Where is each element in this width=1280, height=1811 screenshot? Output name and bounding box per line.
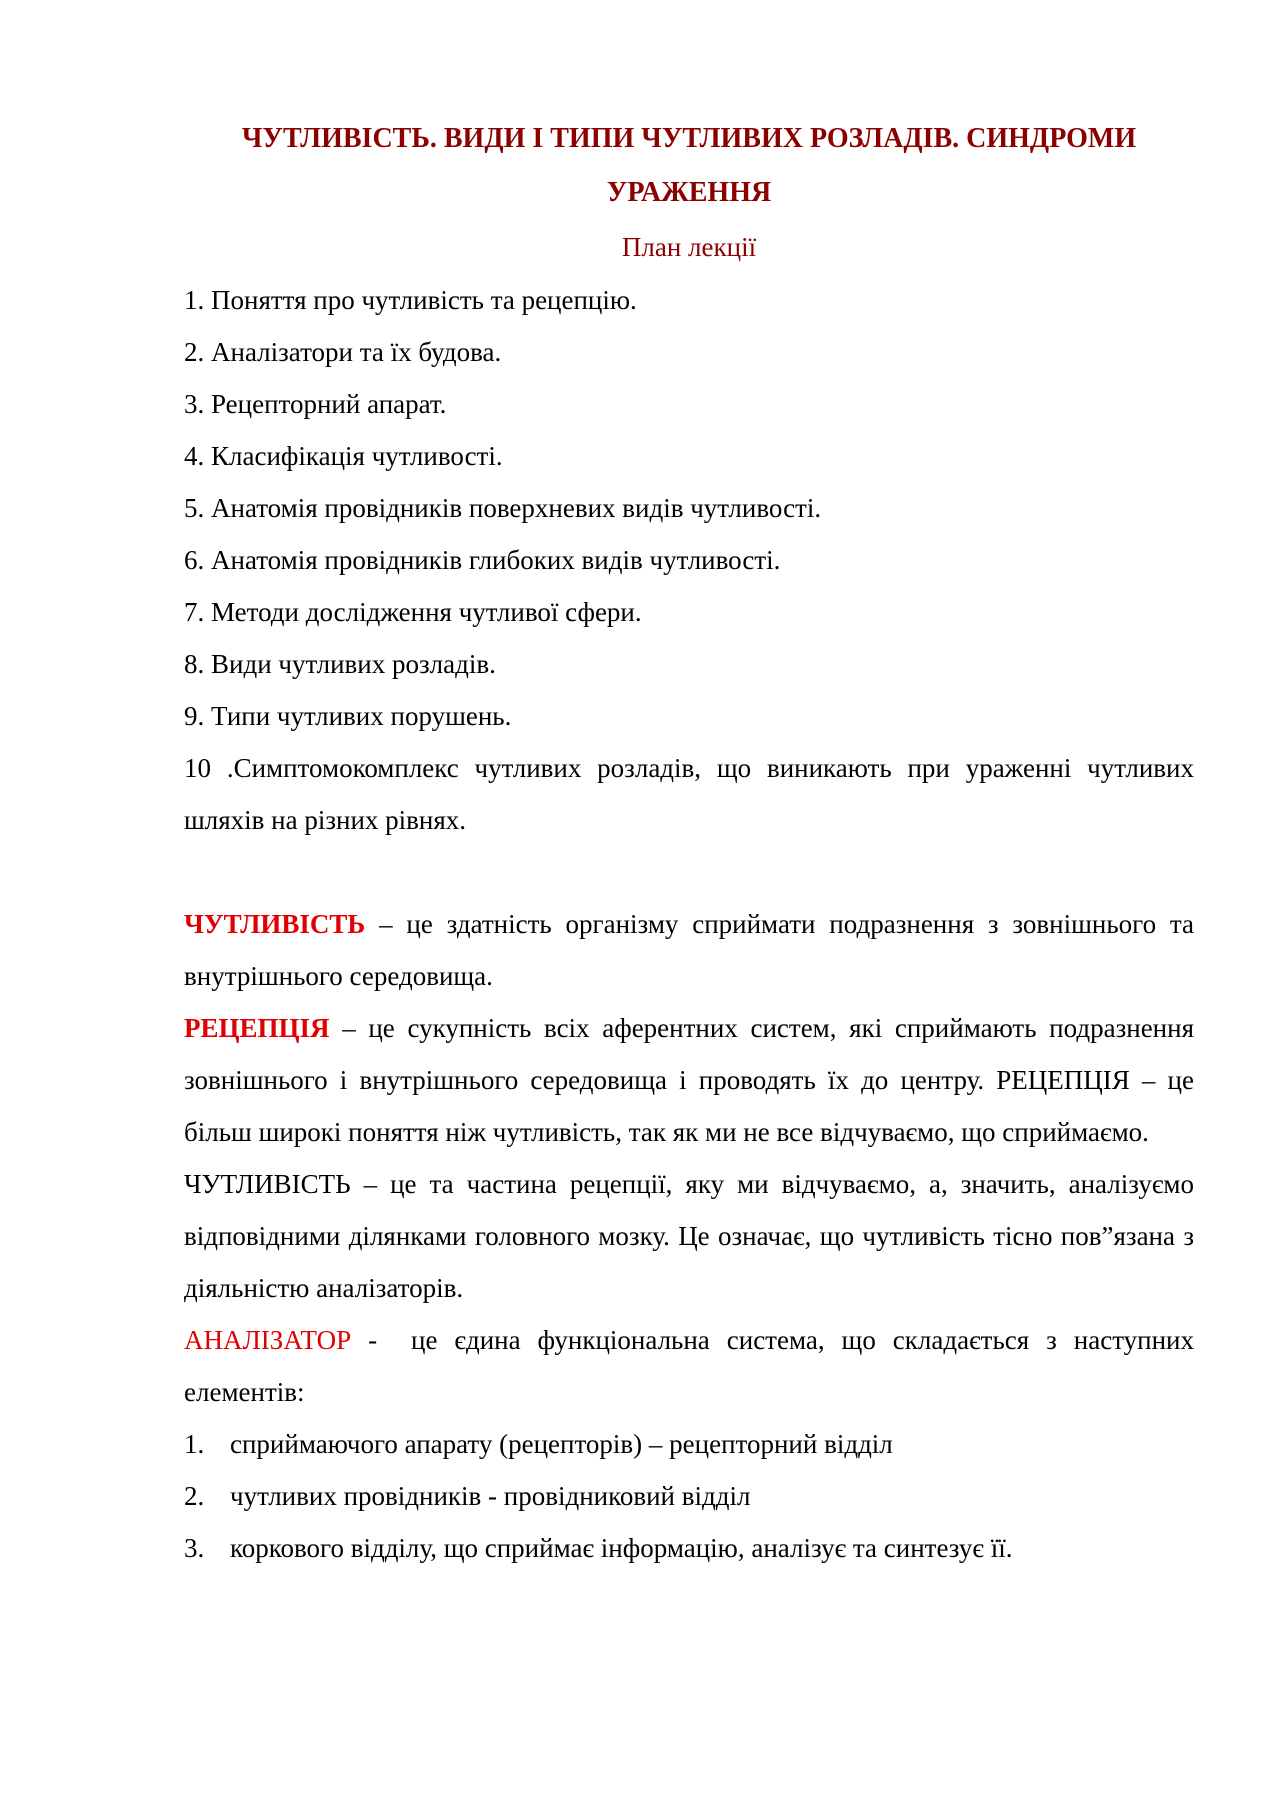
list-item [184,1418,1194,1470]
list-item [184,1522,1194,1574]
analyzer-term: АНАЛІЗАТОР [184,1325,352,1355]
sensitivity-text: – це здатність організму сприймати подразнення з зовнішнього та внутрішнього середовища. [184,909,1194,991]
lecture-plan-list [184,274,1194,846]
plan-item: 2. Аналізатори та їх будова. [184,337,502,367]
list-item-text: сприймаючого апарату (рецепторів) – рецепторний відділ [230,1429,893,1459]
analyzer-text: - це єдина функціональна система, що складається з наступних елементів: [184,1325,1201,1407]
plan-item: 8. Види чутливих розладів. [184,649,496,679]
sensitivity-term: ЧУТЛИВІСТЬ [184,909,366,939]
page-title: ЧУТЛИВІСТЬ. ВИДИ І ТИПИ ЧУТЛИВИХ РОЗЛАДІВ. СИНДРОМИ УРАЖЕННЯ [241,123,1137,208]
plan-item: 7. Методи дослідження чутливої сфери. [184,597,642,627]
sensitivity-definition [184,898,1194,1002]
list-item-number: 2. [184,1481,205,1511]
plan-heading: План лекції [621,232,757,262]
plan-item: 4. Класифікація чутливості. [184,441,503,471]
sensitivity-part-paragraph: ЧУТЛИВІСТЬ – це та частина рецепції, яку ми відчуваємо, а, значить, аналізуємо відповідними ділянками головного мозку. Це означає, що чутливість тісно пов”язана з діяльністю аналізаторів. [184,1169,1194,1303]
plan-item: 1. Поняття про чутливість та рецепцію. [184,285,637,315]
plan-item: 3. Рецепторний апарат. [184,389,447,419]
analyzer-definition [184,1314,1201,1418]
analyzer-elements-list [184,1418,1194,1574]
reception-text: – це сукупність всіх аферентних систем, які сприймають подразнення зовнішнього і внутрішнього середовища і проводять їх до центру. РЕЦЕПЦІЯ – це більш широкі поняття ніж чутливість, так як ми не все відчуваємо, що сприймаємо. [184,1013,1194,1147]
plan-item: 9. Типи чутливих порушень. [184,701,512,731]
reception-definition [184,1002,1194,1158]
document-page [184,112,1201,1574]
plan-item: 10 .Симптомокомплекс чутливих розладів, що виникають при ураженні чутливих шляхів на різних рівнях. [184,753,1194,835]
list-item-text: чутливих провідників - провідниковий відділ [230,1481,751,1511]
list-item-number: 3. [184,1533,205,1563]
reception-term: РЕЦЕПЦІЯ [184,1013,330,1043]
spacer [184,846,1194,898]
plan-item: 5. Анатомія провідників поверхневих видів чутливості. [184,493,822,523]
list-item [184,1470,1194,1522]
plan-item: 6. Анатомія провідників глибоких видів чутливості. [184,545,781,575]
list-item-text: коркового відділу, що сприймає інформацію, аналізує та синтезує її. [230,1533,1013,1563]
list-item-number: 1. [184,1429,205,1459]
